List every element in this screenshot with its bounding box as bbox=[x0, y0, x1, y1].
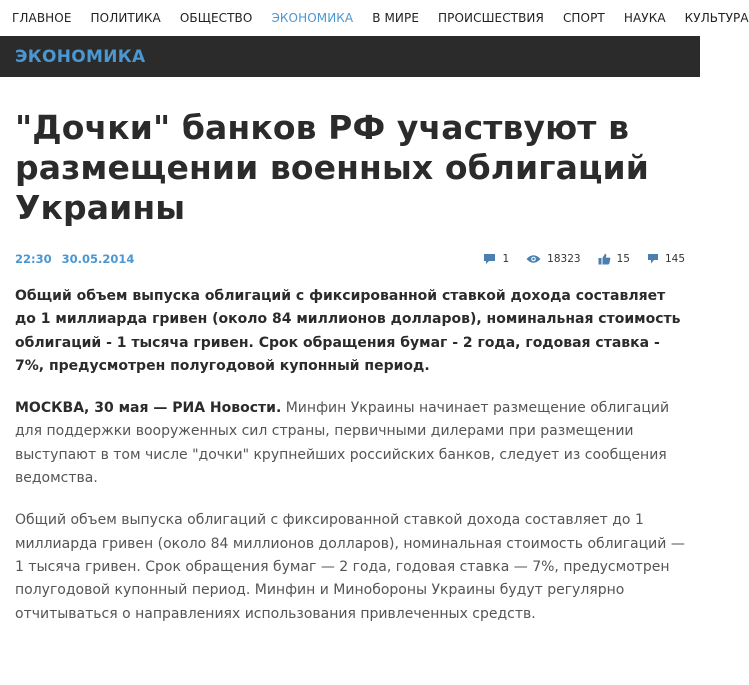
article-lead: Общий объем выпуска облигаций с фиксированной ставкой дохода составляет до 1 миллиарда гривен (около 84 миллионов долларов), номинальная стоимость облигаций - 1 тысяча гривен. Срок обращения бумаг - 2 года, годовая ставка - 7%, предусмотрен полугодовой купонный период. bbox=[15, 288, 681, 374]
nav-item-politics[interactable]: ПОЛИТИКА bbox=[90, 11, 161, 25]
nav-item-main[interactable]: ГЛАВНОЕ bbox=[12, 11, 72, 25]
article-paragraph-text: Минфин Украины начинает размещение облигаций для поддержки вооруженных сил страны, первичными дилерами при размещении выступают в том числе "дочки" крупнейших российских банков, следует из сообщения ведомства. bbox=[15, 400, 670, 487]
section-title[interactable]: ЭКОНОМИКА bbox=[15, 46, 146, 67]
article-paragraph bbox=[15, 397, 685, 490]
share-icon bbox=[647, 253, 659, 265]
top-navigation bbox=[0, 0, 749, 36]
article-stats bbox=[466, 253, 685, 265]
eye-icon bbox=[526, 254, 541, 264]
article bbox=[0, 108, 700, 626]
likes-stat[interactable] bbox=[598, 253, 630, 265]
article-paragraph-2: Общий объем выпуска облигаций с фиксированной ставкой дохода составляет до 1 миллиарда гривен (около 84 миллионов долларов), номинальная стоимость облигаций — 1 тысяча гривен. Срок обращения бумаг — 2 года, годовая ставка — 7%, предусмотрен полугодовой купонный период. Минфин и Минобороны Украины будут регулярно отчитываться о направлениях использования привлеченных средств. bbox=[15, 512, 685, 622]
shares-stat[interactable] bbox=[647, 253, 685, 265]
likes-count: 15 bbox=[616, 253, 630, 265]
views-count: 18323 bbox=[547, 253, 581, 265]
shares-count: 145 bbox=[664, 253, 685, 265]
nav-item-sport[interactable]: СПОРТ bbox=[562, 11, 605, 25]
nav-item-incidents[interactable]: ПРОИСШЕСТВИЯ bbox=[438, 11, 544, 25]
comments-stat[interactable] bbox=[483, 253, 509, 265]
nav-item-culture[interactable]: КУЛЬТУРА bbox=[684, 11, 749, 25]
nav-item-society[interactable]: ОБЩЕСТВО bbox=[179, 11, 253, 25]
article-title: "Дочки" банков РФ участвуют в размещении военных облигаций Украины bbox=[15, 108, 649, 227]
article-datetime bbox=[15, 252, 140, 266]
article-meta bbox=[15, 250, 685, 268]
nav-item-science[interactable]: НАУКА bbox=[623, 11, 666, 25]
thumbs-up-icon bbox=[598, 253, 611, 265]
nav-item-world[interactable]: В МИРЕ bbox=[372, 11, 420, 25]
comments-count: 1 bbox=[502, 253, 510, 265]
article-dateline: МОСКВА, 30 мая — РИА Новости. bbox=[15, 400, 282, 417]
article-date: 30.05.2014 bbox=[61, 252, 135, 266]
comment-icon bbox=[483, 253, 496, 265]
section-header bbox=[0, 36, 700, 77]
nav-item-economy[interactable]: ЭКОНОМИКА bbox=[271, 11, 354, 25]
article-time: 22:30 bbox=[15, 252, 52, 266]
views-stat bbox=[526, 253, 580, 265]
